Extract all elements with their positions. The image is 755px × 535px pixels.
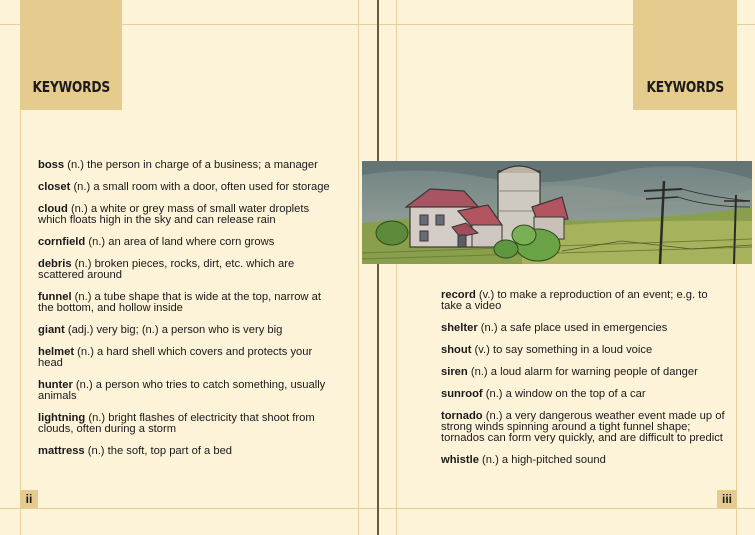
glossary-entry	[441, 367, 731, 378]
page-number: ii	[20, 490, 38, 508]
glossary-term: cornfield	[38, 236, 86, 248]
glossary-definition: (n.) a person who tries to catch something, usually animals	[38, 379, 326, 402]
glossary-entry	[441, 345, 731, 356]
glossary-term: whistle	[441, 454, 479, 466]
glossary-term: lightning	[38, 412, 86, 424]
glossary-entry	[38, 182, 338, 193]
glossary-definition: (n.) a high-pitched sound	[478, 454, 606, 466]
glossary-list	[441, 290, 731, 477]
heading-tab	[20, 0, 122, 110]
glossary-entry	[38, 292, 338, 314]
page-heading: KEYWORDS	[646, 78, 724, 96]
glossary-definition: (n.) a hard shell which covers and protects your head	[38, 346, 313, 369]
glossary-definition: (n.) a very dangerous weather event made up of strong winds spinning around a tight funnel shape; tornados can form very quickly, and are difficult to predict	[441, 410, 725, 444]
glossary-term: record	[441, 289, 476, 301]
glossary-term: mattress	[38, 445, 85, 457]
glossary-entry	[38, 325, 338, 336]
glossary-list	[38, 160, 338, 468]
glossary-term: helmet	[38, 346, 75, 358]
glossary-definition: (v.) to say something in a loud voice	[471, 344, 653, 356]
right-page	[379, 0, 755, 535]
glossary-entry	[441, 455, 731, 466]
bottom-rule	[0, 508, 378, 509]
glossary-term: funnel	[38, 291, 72, 303]
glossary-entry	[441, 290, 731, 312]
glossary-definition: (n.) a tube shape that is wide at the top, narrow at the bottom, and hollow inside	[38, 291, 321, 314]
glossary-term: boss	[38, 159, 65, 171]
glossary-definition: (n.) broken pieces, rocks, dirt, etc. which are scattered around	[38, 258, 295, 281]
glossary-term: closet	[38, 181, 71, 193]
glossary-entry	[38, 347, 338, 369]
glossary-term: debris	[38, 258, 72, 270]
glossary-definition: (n.) a window on the top of a car	[482, 388, 646, 400]
glossary-entry	[441, 389, 731, 400]
farm-illustration	[362, 161, 752, 264]
glossary-term: tornado	[441, 410, 483, 422]
glossary-entry	[38, 204, 338, 226]
glossary-term: cloud	[38, 203, 68, 215]
glossary-definition: (n.) a loud alarm for warning people of danger	[467, 366, 698, 378]
farm-scene-image	[362, 161, 752, 264]
glossary-entry	[441, 323, 731, 334]
glossary-definition: (n.) bright flashes of electricity that shoot from clouds, often during a storm	[38, 412, 315, 435]
glossary-term: shelter	[441, 322, 478, 334]
page-number: iii	[717, 490, 737, 508]
page-heading: KEYWORDS	[32, 78, 110, 96]
glossary-entry	[38, 446, 338, 457]
glossary-term: giant	[38, 324, 65, 336]
glossary-entry	[38, 380, 338, 402]
glossary-definition: (n.) a small room with a door, often used for storage	[70, 181, 330, 193]
glossary-definition: (n.) a white or grey mass of small water droplets which floats high in the sky and can release rain	[38, 203, 310, 226]
glossary-term: sunroof	[441, 388, 483, 400]
glossary-term: shout	[441, 344, 472, 356]
glossary-definition: (n.) the soft, top part of a bed	[84, 445, 233, 457]
right-margin-rule	[358, 0, 359, 535]
glossary-entry	[441, 411, 731, 444]
glossary-entry	[38, 259, 338, 281]
heading-tab	[633, 0, 737, 110]
glossary-definition: (n.) an area of land where corn grows	[85, 236, 275, 248]
glossary-definition: (v.) to make a reproduction of an event; e.g. to take a video	[441, 289, 708, 312]
bottom-rule	[379, 508, 755, 509]
glossary-entry	[38, 413, 338, 435]
left-margin-rule	[396, 0, 397, 535]
glossary-entry	[38, 160, 338, 171]
glossary-term: hunter	[38, 379, 73, 391]
glossary-definition: (n.) a safe place used in emergencies	[477, 322, 668, 334]
glossary-entry	[38, 237, 338, 248]
glossary-definition: (adj.) very big; (n.) a person who is very big	[64, 324, 283, 336]
glossary-term: siren	[441, 366, 468, 378]
glossary-definition: (n.) the person in charge of a business; a manager	[64, 159, 318, 171]
